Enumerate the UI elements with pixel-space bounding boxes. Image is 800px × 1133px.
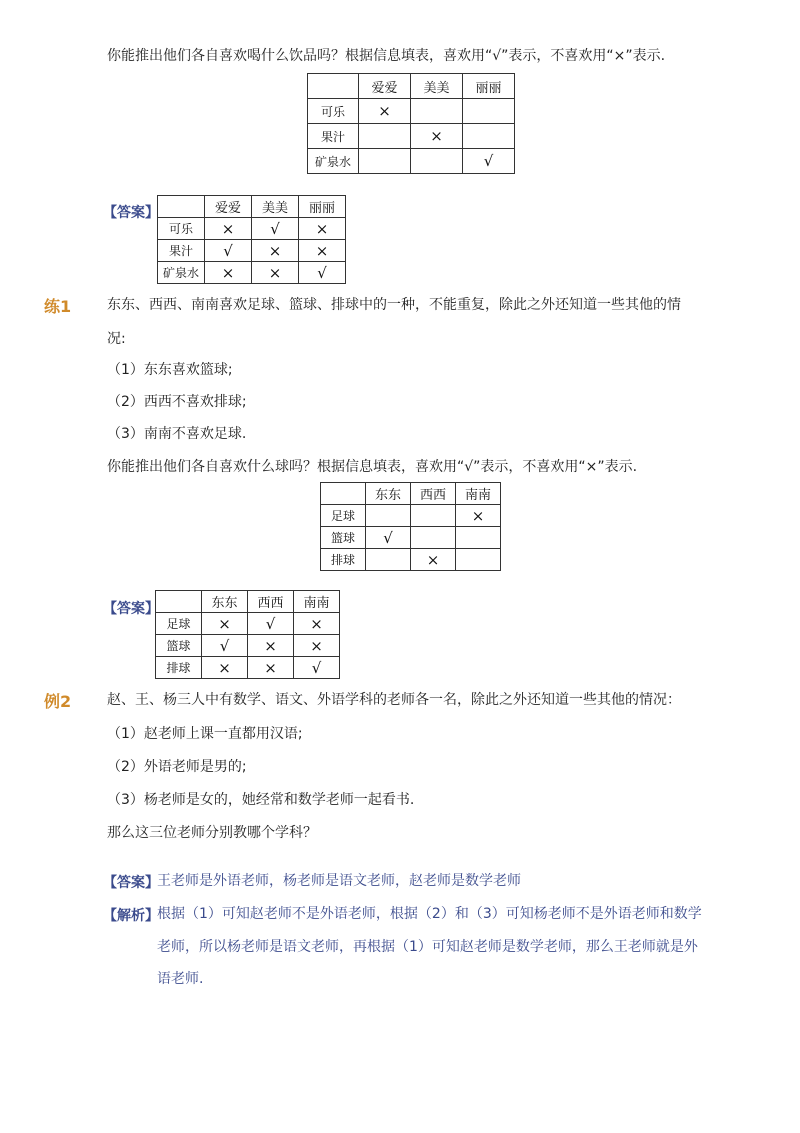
table-cell	[366, 505, 411, 527]
table-cell: √	[294, 657, 340, 679]
table-corner-cell	[156, 591, 202, 613]
table-cell: √	[463, 149, 515, 174]
table-cell	[411, 527, 456, 549]
table-cell: √	[252, 218, 299, 240]
table-cell: ×	[294, 613, 340, 635]
analysis-label: 【解析】	[103, 908, 159, 924]
table-cell: ×	[248, 657, 294, 679]
table-cell	[463, 99, 515, 124]
answer-table-drinks	[157, 195, 346, 284]
drink-table	[307, 73, 515, 174]
table-cell: √	[366, 527, 411, 549]
question-text: 那么这三位老师分别教哪个学科？	[107, 825, 317, 841]
table-column-header: 东东	[366, 483, 411, 505]
table-cell	[411, 99, 463, 124]
table-cell	[456, 549, 501, 571]
table-cell: ×	[411, 124, 463, 149]
table-cell: √	[299, 262, 346, 284]
table-row-header: 矿泉水	[158, 262, 205, 284]
table-row-header: 篮球	[156, 635, 202, 657]
practice-label: 练1	[44, 297, 72, 316]
table-column-header: 丽丽	[463, 74, 515, 99]
table-column-header: 东东	[202, 591, 248, 613]
condition-text: （3）南南不喜欢足球.	[107, 426, 247, 442]
table-cell: √	[248, 613, 294, 635]
table-cell	[411, 149, 463, 174]
table-row-header: 排球	[156, 657, 202, 679]
table-corner-cell	[321, 483, 366, 505]
table-column-header: 南南	[456, 483, 501, 505]
table-cell: ×	[205, 262, 252, 284]
ball-table	[320, 482, 501, 571]
table-row-header: 可乐	[158, 218, 205, 240]
practice-intro-line: 况:	[107, 331, 126, 347]
table-cell	[359, 149, 411, 174]
analysis-line: 根据（1）可知赵老师不是外语老师，根据（2）和（3）可知杨老师不是外语老师和数学	[157, 906, 702, 922]
table-cell: ×	[205, 218, 252, 240]
table-cell	[359, 124, 411, 149]
table-cell: ×	[411, 549, 456, 571]
condition-text: （1）赵老师上课一直都用汉语;	[107, 726, 303, 742]
table-corner-cell	[158, 196, 205, 218]
table-cell: ×	[299, 240, 346, 262]
table-column-header: 美美	[411, 74, 463, 99]
table-row-header: 足球	[156, 613, 202, 635]
table-row-header: 果汁	[308, 124, 359, 149]
table-column-header: 爱爱	[205, 196, 252, 218]
example-label: 例2	[44, 692, 72, 711]
condition-text: （1）东东喜欢篮球;	[107, 362, 233, 378]
table-cell: ×	[202, 657, 248, 679]
question-text: 你能推出他们各自喜欢什么球吗？根据信息填表，喜欢用“√”表示，不喜欢用“×”表示.	[107, 459, 638, 475]
condition-text: （2）西西不喜欢排球;	[107, 394, 247, 410]
condition-text: （2）外语老师是男的;	[107, 759, 247, 775]
table-corner-cell	[308, 74, 359, 99]
table-cell: ×	[456, 505, 501, 527]
answer-label: 【答案】	[103, 205, 159, 221]
table-cell: ×	[252, 262, 299, 284]
table-cell	[456, 527, 501, 549]
table-column-header: 南南	[294, 591, 340, 613]
analysis-line: 老师，所以杨老师是语文老师，再根据（1）可知赵老师是数学老师，那么王老师就是外	[157, 939, 698, 955]
table-cell: ×	[202, 613, 248, 635]
table-cell: ×	[252, 240, 299, 262]
table-column-header: 西西	[248, 591, 294, 613]
answer-label: 【答案】	[103, 601, 159, 617]
answer-table-balls	[155, 590, 340, 679]
table-column-header: 爱爱	[359, 74, 411, 99]
table-cell	[463, 124, 515, 149]
table-row-header: 果汁	[158, 240, 205, 262]
table-cell: √	[202, 635, 248, 657]
table-column-header: 美美	[252, 196, 299, 218]
practice-intro-line: 东东、西西、南南喜欢足球、篮球、排球中的一种，不能重复，除此之外还知道一些其他的情	[107, 297, 681, 313]
analysis-line: 语老师.	[157, 971, 204, 987]
table-column-header: 西西	[411, 483, 456, 505]
example-intro: 赵、王、杨三人中有数学、语文、外语学科的老师各一名，除此之外还知道一些其他的情况：	[107, 692, 681, 708]
answer-text: 王老师是外语老师，杨老师是语文老师，赵老师是数学老师	[157, 873, 521, 889]
table-column-header: 丽丽	[299, 196, 346, 218]
table-row-header: 排球	[321, 549, 366, 571]
table-cell: ×	[294, 635, 340, 657]
condition-text: （3）杨老师是女的，她经常和数学老师一起看书.	[107, 792, 415, 808]
table-cell: ×	[299, 218, 346, 240]
table-row-header: 矿泉水	[308, 149, 359, 174]
table-cell: √	[205, 240, 252, 262]
table-cell	[411, 505, 456, 527]
table-row-header: 篮球	[321, 527, 366, 549]
table-cell: ×	[359, 99, 411, 124]
question-text: 你能推出他们各自喜欢喝什么饮品吗？根据信息填表，喜欢用“√”表示，不喜欢用“×”表示.	[107, 48, 666, 64]
table-cell	[366, 549, 411, 571]
table-row-header: 可乐	[308, 99, 359, 124]
answer-label: 【答案】	[103, 875, 159, 891]
table-row-header: 足球	[321, 505, 366, 527]
table-cell: ×	[248, 635, 294, 657]
